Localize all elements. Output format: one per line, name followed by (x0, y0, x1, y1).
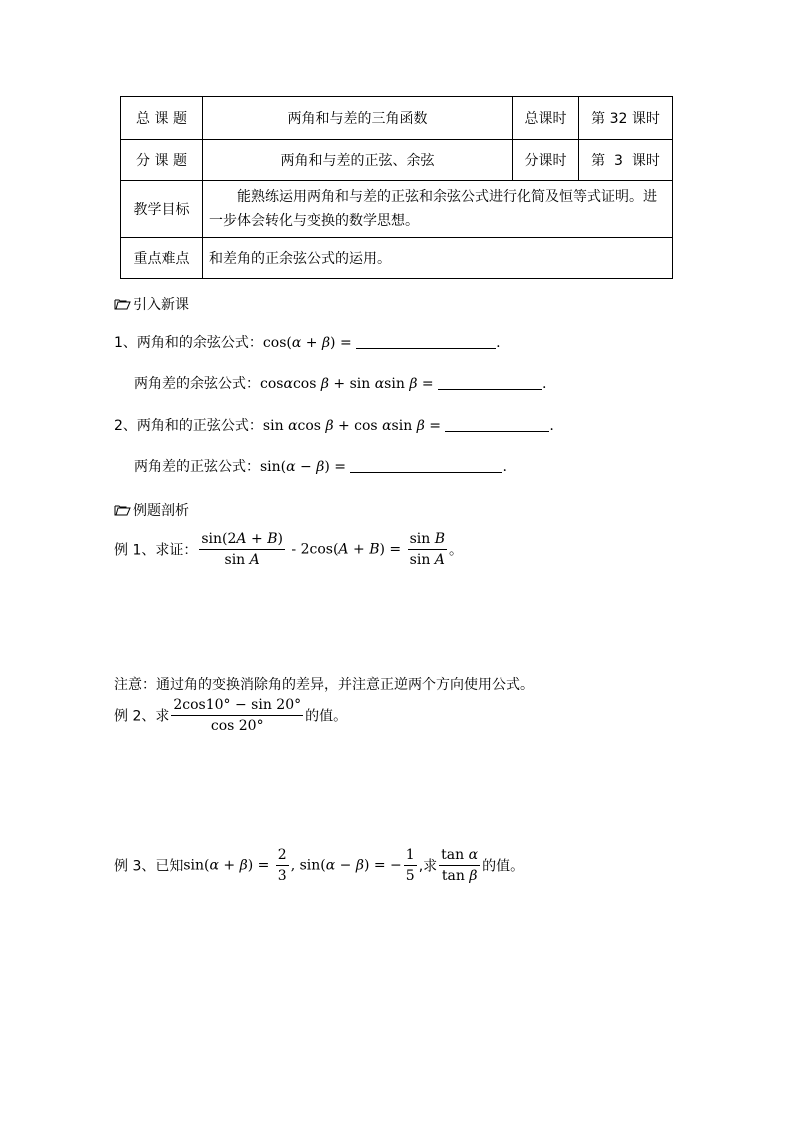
example-3-expr-a: sin(α + β) = (183, 857, 274, 874)
fraction: $\frac{\text{sin B}}{\text{sin A}}$ (409, 531, 446, 568)
answer-blank[interactable] (438, 375, 542, 390)
section-intro-heading (114, 294, 189, 314)
example-2-suffix: 的值。 (305, 708, 348, 725)
key-points-content: 和差角的正余弦公式的运用。 (203, 238, 673, 279)
folder-icon (114, 504, 131, 516)
answer-blank[interactable] (445, 417, 549, 432)
formula-sin-diff (134, 456, 507, 476)
teaching-goal-content: 能熟练运用两角和与差的正弦和余弦公式进行化简及恒等式证明。进一步体会转化与变换的数学思想。 (203, 181, 673, 238)
formula-cos-sum (114, 332, 501, 352)
formula-cos-diff-label: 两角差的余弦公式： (134, 376, 260, 392)
formula-cos-diff (134, 373, 547, 393)
teaching-goal-label: 教学目标 (121, 181, 203, 238)
example-3-suffix: 的值。 (482, 858, 525, 875)
period-mark: . (496, 335, 501, 351)
example-3-mid: ,求 (418, 858, 438, 875)
period-mark: . (549, 418, 554, 434)
total-topic-title: 两角和与差的三角函数 (203, 97, 513, 140)
period-mark: . (502, 459, 507, 475)
answer-blank[interactable] (350, 458, 502, 473)
section-intro-title: 引入新课 (133, 297, 189, 313)
folder-icon (114, 298, 131, 310)
section-examples-heading (114, 500, 189, 520)
fraction: $\frac{1}{5}$ (405, 847, 415, 884)
example-2-label: 例 2、求 (114, 708, 170, 725)
fraction: $\frac{2}{3}$ (277, 847, 287, 884)
example-2 (114, 696, 347, 735)
sub-hours-value: 第 3 课时 (579, 140, 673, 181)
formula-sin-diff-expr: sin(α − β) = (260, 459, 351, 475)
formula-sin-sum (114, 415, 554, 435)
formula-sin-sum-label: 2、两角和的正弦公式： (114, 418, 263, 434)
note-text: 注意：通过角的变换消除角的差异，并注意正逆两个方向使用公式。 (114, 677, 534, 693)
total-topic-label: 总 课 题 (121, 97, 203, 140)
section-examples-title: 例题剖析 (133, 503, 189, 519)
example-3-expr-b: , sin(α − β) = − (290, 857, 402, 874)
example-1-label: 例 1、求证： (114, 542, 198, 559)
formula-cos-sum-expr: cos(α + β) = (262, 335, 357, 351)
fraction: $\frac{\text{tan α}}{\text{tan β}}$ (441, 847, 479, 884)
formula-sin-diff-label: 两角差的正弦公式： (134, 459, 260, 475)
period-mark: . (542, 376, 547, 392)
example-1 (114, 530, 463, 569)
formula-cos-diff-expr: cosαcos β + sin αsin β = (260, 376, 439, 392)
formula-sin-sum-expr: sin αcos β + cos αsin β = (262, 418, 446, 434)
example-3 (114, 846, 524, 885)
total-hours-value: 第 32 课时 (579, 97, 673, 140)
example-3-label: 例 3、已知 (114, 858, 184, 875)
sub-topic-title: 两角和与差的正弦、余弦 (203, 140, 513, 181)
period-mark: 。 (449, 542, 464, 559)
answer-blank[interactable] (356, 334, 496, 349)
key-points-label: 重点难点 (121, 238, 203, 279)
example-1-middle: - 2cos(A + B) = (286, 541, 406, 558)
sub-hours-label: 分课时 (513, 140, 579, 181)
fraction: $\frac{\sin(2A + B)}{\text{sin A}}$ (201, 531, 283, 568)
lesson-header-table (120, 96, 673, 279)
formula-cos-sum-label: 1、两角和的余弦公式： (114, 335, 263, 351)
fraction: $\frac{2\cos 10^\circ - \sin 20^\circ}{\cos 20^\circ}$ (173, 697, 302, 734)
sub-topic-label: 分 课 题 (121, 140, 203, 181)
total-hours-label: 总课时 (513, 97, 579, 140)
